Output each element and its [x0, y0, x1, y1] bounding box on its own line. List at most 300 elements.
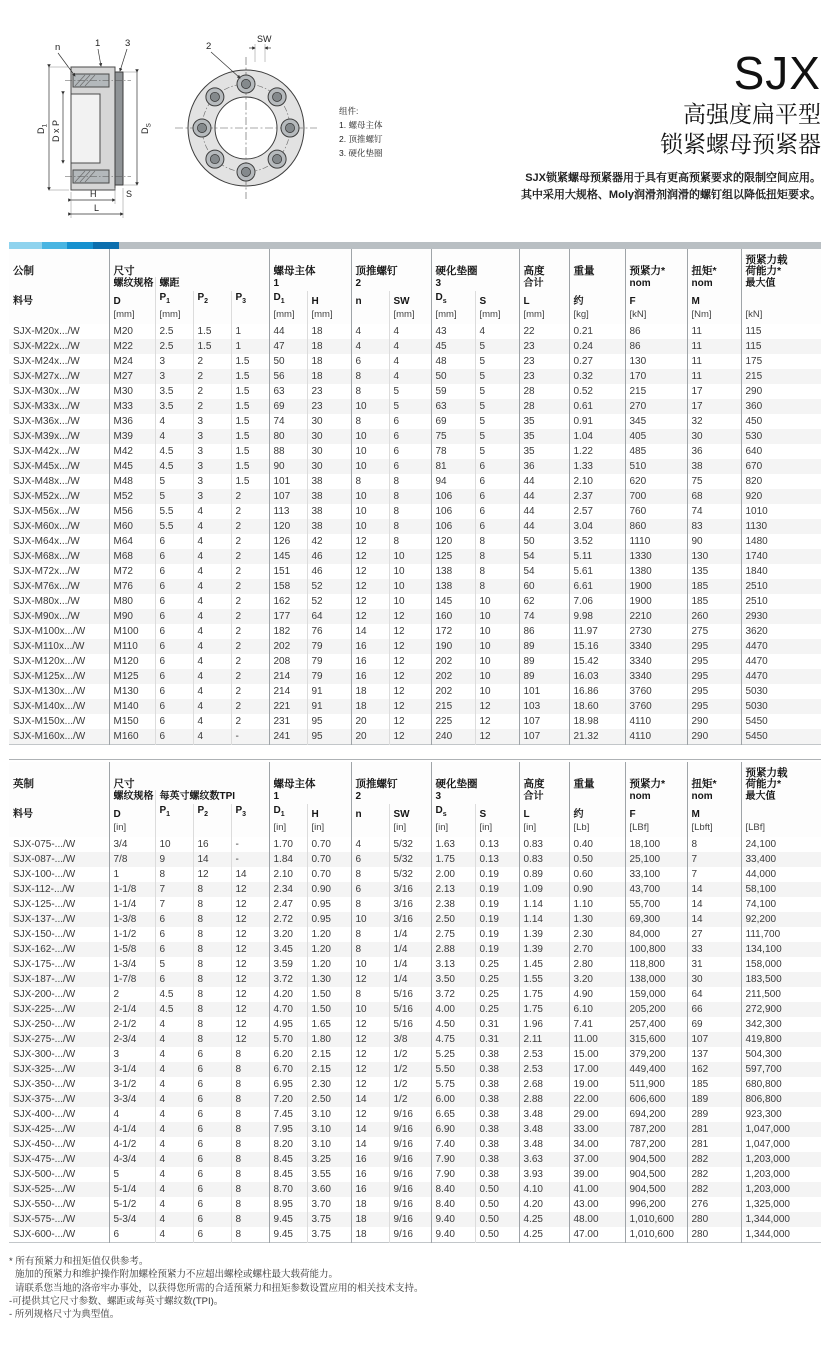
value-cell: 1/4: [389, 972, 431, 987]
value-cell: 2.00: [431, 867, 475, 882]
table-row: [9, 1152, 821, 1167]
value-cell: 32: [687, 414, 741, 429]
col-S: S: [475, 804, 519, 821]
value-cell: 39.00: [569, 1167, 625, 1182]
value-cell: 1.50: [307, 987, 351, 1002]
value-cell: 208: [269, 654, 307, 669]
value-cell: 1,203,000: [741, 1182, 821, 1197]
value-cell: 6: [155, 729, 193, 745]
col-L: L: [519, 291, 569, 308]
value-cell: 996,200: [625, 1197, 687, 1212]
value-cell: 275: [687, 624, 741, 639]
value-cell: 107: [687, 1032, 741, 1047]
part-number-cell: SJX-M100x.../W: [13, 626, 86, 637]
value-cell: 4.20: [269, 987, 307, 1002]
value-cell: 0.19: [475, 912, 519, 927]
value-cell: 3: [155, 354, 193, 369]
value-cell: 0.38: [475, 1167, 519, 1182]
table-row: [9, 1212, 821, 1227]
value-cell: 1/4: [389, 957, 431, 972]
value-cell: 18.60: [569, 699, 625, 714]
table-row: [9, 1167, 821, 1182]
value-cell: 20: [351, 714, 389, 729]
value-cell: 260: [687, 609, 741, 624]
value-cell: 86: [519, 624, 569, 639]
value-cell: 6: [351, 852, 389, 867]
value-cell: 8: [231, 1092, 269, 1107]
value-cell: 113: [269, 504, 307, 519]
value-cell: 4: [193, 564, 231, 579]
value-cell: 35: [519, 414, 569, 429]
value-cell: 16: [351, 1182, 389, 1197]
value-cell: 10: [475, 669, 519, 684]
value-cell: 33,400: [741, 852, 821, 867]
value-cell: 3: [193, 474, 231, 489]
value-cell: 8: [475, 579, 519, 594]
value-cell: 6: [389, 414, 431, 429]
value-cell: 4: [155, 1212, 193, 1227]
value-cell: 2.88: [519, 1092, 569, 1107]
value-cell: 43,700: [625, 882, 687, 897]
value-cell: 103: [519, 699, 569, 714]
value-cell: 111,700: [741, 927, 821, 942]
value-cell: 10: [351, 429, 389, 444]
value-cell: 6: [193, 1077, 231, 1092]
value-cell: 1.75: [519, 1002, 569, 1017]
value-cell: 12: [231, 1017, 269, 1032]
value-cell: 118,800: [625, 957, 687, 972]
value-cell: 2.15: [307, 1062, 351, 1077]
value-cell: 19.00: [569, 1077, 625, 1092]
value-cell: 4: [193, 684, 231, 699]
value-cell: 36: [687, 444, 741, 459]
value-cell: M90: [109, 609, 155, 624]
value-cell: 4470: [741, 654, 821, 669]
value-cell: 6: [193, 1047, 231, 1062]
value-cell: 12: [351, 549, 389, 564]
value-cell: 202: [269, 639, 307, 654]
value-cell: 1.5: [231, 369, 269, 384]
value-cell: 11: [687, 339, 741, 354]
value-cell: 6: [155, 972, 193, 987]
value-cell: 6: [155, 609, 193, 624]
value-cell: 2: [231, 714, 269, 729]
value-cell: 1900: [625, 579, 687, 594]
value-cell: 107: [519, 729, 569, 745]
value-cell: 6.00: [431, 1092, 475, 1107]
value-cell: M76: [109, 579, 155, 594]
table-row: [9, 1227, 821, 1243]
value-cell: 21.32: [569, 729, 625, 745]
value-cell: 86: [625, 339, 687, 354]
value-cell: 3: [155, 369, 193, 384]
value-cell: 4: [193, 534, 231, 549]
value-cell: 12: [475, 714, 519, 729]
unit-cell: [LBf]: [741, 821, 821, 837]
value-cell: 7: [155, 897, 193, 912]
value-cell: 3760: [625, 684, 687, 699]
table-row: [9, 1017, 821, 1032]
value-cell: 3.10: [307, 1122, 351, 1137]
part-number-cell: SJX-M160x.../W: [9, 729, 109, 745]
value-cell: 20: [351, 729, 389, 745]
value-cell: 15.00: [569, 1047, 625, 1062]
value-cell: 74,100: [741, 897, 821, 912]
value-cell: 276: [687, 1197, 741, 1212]
group-height: 高度: [519, 762, 569, 790]
value-cell: 6: [155, 684, 193, 699]
part-number-cell: SJX-M52x.../W: [9, 489, 109, 504]
value-cell: 9/16: [389, 1227, 431, 1243]
value-cell: 1.39: [519, 942, 569, 957]
subhead-thread-spec: 螺纹规格: [109, 277, 155, 291]
table-row: [9, 489, 821, 504]
value-cell: 27: [687, 927, 741, 942]
value-cell: 694,200: [625, 1107, 687, 1122]
value-cell: 1,344,000: [741, 1212, 821, 1227]
value-cell: 8: [193, 987, 231, 1002]
value-cell: 1,344,000: [741, 1227, 821, 1243]
value-cell: 6.95: [269, 1077, 307, 1092]
value-cell: 69: [269, 399, 307, 414]
label-L: L: [94, 203, 100, 213]
value-cell: 6: [193, 1197, 231, 1212]
table-row: [9, 324, 821, 339]
value-cell: 0.70: [307, 852, 351, 867]
value-cell: 23: [519, 369, 569, 384]
value-cell: 485: [625, 444, 687, 459]
value-cell: 16: [351, 669, 389, 684]
value-cell: 5/16: [389, 1017, 431, 1032]
value-cell: 281: [687, 1122, 741, 1137]
value-cell: 89: [519, 654, 569, 669]
blank-cell: [9, 821, 109, 837]
value-cell: 4: [351, 324, 389, 339]
value-cell: 4: [193, 594, 231, 609]
value-cell: 2.13: [431, 882, 475, 897]
value-cell: 9/16: [389, 1107, 431, 1122]
value-cell: 272,900: [741, 1002, 821, 1017]
value-cell: 9/16: [389, 1122, 431, 1137]
value-cell: 904,500: [625, 1182, 687, 1197]
value-cell: 6: [155, 714, 193, 729]
value-cell: 3.5: [155, 399, 193, 414]
value-cell: 14: [351, 624, 389, 639]
value-cell: 115: [741, 324, 821, 339]
table-row: [9, 927, 821, 942]
blank-cell: [741, 291, 821, 308]
value-cell: 0.25: [475, 972, 519, 987]
value-cell: 63: [269, 384, 307, 399]
value-cell: 904,500: [625, 1167, 687, 1182]
value-cell: 12: [231, 972, 269, 987]
table-row: [9, 852, 821, 867]
table-row: [9, 594, 821, 609]
value-cell: 1.30: [569, 912, 625, 927]
value-cell: 0.19: [475, 927, 519, 942]
value-cell: 10: [351, 459, 389, 474]
value-cell: 8: [193, 897, 231, 912]
value-cell: 7.45: [269, 1107, 307, 1122]
value-cell: 0.61: [569, 399, 625, 414]
value-cell: 95: [307, 729, 351, 745]
value-cell: 2.11: [519, 1032, 569, 1047]
value-cell: 281: [687, 1137, 741, 1152]
value-cell: M56: [109, 504, 155, 519]
value-cell: 162: [269, 594, 307, 609]
value-cell: 14: [351, 1137, 389, 1152]
table-row: [9, 609, 821, 624]
table-row: [9, 384, 821, 399]
value-cell: 4: [389, 369, 431, 384]
value-cell: 2.47: [269, 897, 307, 912]
col-F: F: [625, 804, 687, 821]
value-cell: 3.5: [155, 384, 193, 399]
value-cell: 106: [431, 519, 475, 534]
unit-cell: [in]: [475, 821, 519, 837]
part-number-cell: SJX-600-.../W: [13, 1229, 76, 1240]
subhead-part-3: 3: [431, 277, 519, 291]
value-cell: 5/16: [389, 1002, 431, 1017]
value-cell: 4: [155, 429, 193, 444]
technical-drawing: [9, 22, 439, 227]
value-cell: 1010: [741, 504, 821, 519]
value-cell: 6: [475, 459, 519, 474]
value-cell: 18: [351, 1197, 389, 1212]
value-cell: 54: [519, 549, 569, 564]
value-cell: 5/16: [389, 987, 431, 1002]
value-cell: 3.20: [269, 927, 307, 942]
value-cell: 135: [687, 564, 741, 579]
value-cell: 290: [687, 729, 741, 745]
value-cell: 2-1/4: [109, 1002, 155, 1017]
product-description: [439, 170, 821, 204]
value-cell: 2.10: [569, 474, 625, 489]
value-cell: 175: [741, 354, 821, 369]
unit-cell: [231, 308, 269, 324]
value-cell: 449,400: [625, 1062, 687, 1077]
value-cell: 12: [389, 684, 431, 699]
value-cell: 5: [475, 399, 519, 414]
value-cell: 138,000: [625, 972, 687, 987]
value-cell: 4: [193, 729, 231, 745]
value-cell: 79: [307, 639, 351, 654]
value-cell: 44,000: [741, 867, 821, 882]
col-M: M: [687, 291, 741, 308]
value-cell: 282: [687, 1182, 741, 1197]
value-cell: 9.40: [431, 1212, 475, 1227]
value-cell: 45: [431, 339, 475, 354]
value-cell: 12: [351, 1047, 389, 1062]
value-cell: 2.30: [569, 927, 625, 942]
value-cell: 92,200: [741, 912, 821, 927]
unit-cell: [in]: [269, 821, 307, 837]
value-cell: 3.10: [307, 1107, 351, 1122]
part-number-cell: SJX-M33x.../W: [9, 399, 109, 414]
value-cell: 17: [687, 384, 741, 399]
value-cell: 8: [231, 1182, 269, 1197]
value-cell: M125: [109, 669, 155, 684]
value-cell: 1.5: [193, 339, 231, 354]
subhead-part-2: 2: [351, 790, 431, 804]
value-cell: 0.19: [475, 882, 519, 897]
value-cell: 5: [475, 384, 519, 399]
table-row: [9, 1047, 821, 1062]
value-cell: 620: [625, 474, 687, 489]
value-cell: 760: [625, 504, 687, 519]
value-cell: 1.09: [519, 882, 569, 897]
unit-cell: [in]: [307, 821, 351, 837]
value-cell: 8: [389, 534, 431, 549]
part-number-cell: SJX-M150x.../W: [13, 716, 86, 727]
value-cell: 15.16: [569, 639, 625, 654]
value-cell: 14: [687, 897, 741, 912]
value-cell: 11.97: [569, 624, 625, 639]
value-cell: 125: [431, 549, 475, 564]
value-cell: 7.90: [431, 1167, 475, 1182]
group-preload: 预紧力*: [625, 249, 687, 277]
value-cell: 1110: [625, 534, 687, 549]
value-cell: 345: [625, 414, 687, 429]
value-cell: 88: [269, 444, 307, 459]
value-cell: 5: [155, 957, 193, 972]
value-cell: 8: [193, 912, 231, 927]
value-cell: 0.38: [475, 1047, 519, 1062]
value-cell: 2.5: [155, 339, 193, 354]
value-cell: 2: [231, 699, 269, 714]
value-cell: 160: [431, 609, 475, 624]
subtitle-line-1: 高强度扁平型: [683, 101, 821, 127]
value-cell: 2.34: [269, 882, 307, 897]
footnotes: [9, 1255, 821, 1321]
value-cell: 2.70: [569, 942, 625, 957]
col-P2: $P_2$: [193, 291, 231, 308]
value-cell: 4.75: [431, 1032, 475, 1047]
value-cell: 7: [687, 852, 741, 867]
value-cell: 12: [351, 594, 389, 609]
value-cell: 215: [625, 384, 687, 399]
value-cell: 0.40: [569, 837, 625, 852]
value-cell: 0.25: [475, 1002, 519, 1017]
part-number-cell: SJX-112-.../W: [9, 882, 109, 897]
value-cell: 1.96: [519, 1017, 569, 1032]
value-cell: 8: [389, 474, 431, 489]
value-cell: 12: [389, 624, 431, 639]
group-nut-body: 螺母主体: [269, 249, 351, 277]
blank-cell: [9, 790, 109, 804]
value-cell: 5.5: [155, 519, 193, 534]
value-cell: M60: [109, 519, 155, 534]
value-cell: 86: [625, 324, 687, 339]
part-number-cell: SJX-M42x.../W: [13, 446, 80, 457]
part-number-cell: SJX-275-.../W: [9, 1032, 109, 1047]
value-cell: 3.75: [307, 1227, 351, 1243]
value-cell: 1.70: [269, 837, 307, 852]
value-cell: 189: [687, 1092, 741, 1107]
col-SW: SW: [389, 804, 431, 821]
value-cell: 2: [231, 609, 269, 624]
value-cell: 295: [687, 699, 741, 714]
value-cell: 43.00: [569, 1197, 625, 1212]
value-cell: 0.25: [475, 987, 519, 1002]
value-cell: 17: [687, 399, 741, 414]
value-cell: 225: [431, 714, 475, 729]
value-cell: 7.40: [431, 1137, 475, 1152]
value-cell: 185: [687, 1077, 741, 1092]
value-cell: 597,700: [741, 1062, 821, 1077]
value-cell: 2: [231, 504, 269, 519]
value-cell: 91: [307, 699, 351, 714]
value-cell: 6: [155, 912, 193, 927]
value-cell: 6: [475, 474, 519, 489]
value-cell: 2.88: [431, 942, 475, 957]
value-cell: 14: [193, 852, 231, 867]
value-cell: 5/32: [389, 867, 431, 882]
value-cell: 215: [431, 699, 475, 714]
value-cell: 8: [231, 1152, 269, 1167]
unit-cell: [in]: [109, 821, 155, 837]
value-cell: M110: [109, 639, 155, 654]
value-cell: 42: [307, 534, 351, 549]
value-cell: 0.50: [475, 1212, 519, 1227]
value-cell: 5: [109, 1167, 155, 1182]
value-cell: 379,200: [625, 1047, 687, 1062]
part-number-cell: SJX-M125x.../W: [9, 669, 109, 684]
value-cell: 8: [231, 1137, 269, 1152]
value-cell: 7.41: [569, 1017, 625, 1032]
value-cell: 8: [193, 1032, 231, 1047]
value-cell: 46: [307, 549, 351, 564]
value-cell: 9/16: [389, 1137, 431, 1152]
unit-cell: [in]: [431, 821, 475, 837]
value-cell: 6: [193, 1137, 231, 1152]
value-cell: 1,010,600: [625, 1227, 687, 1243]
value-cell: 7.95: [269, 1122, 307, 1137]
value-cell: 16: [351, 1167, 389, 1182]
value-cell: 5-1/2: [109, 1197, 155, 1212]
value-cell: 6: [475, 519, 519, 534]
value-cell: 1.5: [231, 474, 269, 489]
value-cell: 12: [389, 639, 431, 654]
value-cell: 12: [351, 1077, 389, 1092]
value-cell: 4.50: [431, 1017, 475, 1032]
value-cell: 3/16: [389, 882, 431, 897]
legend-item-3: 3. 硬化垫圈: [339, 148, 383, 158]
value-cell: 3.50: [431, 972, 475, 987]
value-cell: 8: [155, 867, 193, 882]
value-cell: 8: [351, 927, 389, 942]
table-row: [9, 339, 821, 354]
value-cell: 820: [741, 474, 821, 489]
value-cell: 2: [231, 654, 269, 669]
legend-title: 组件:: [339, 106, 359, 116]
unit-cell: [193, 821, 231, 837]
value-cell: 0.19: [475, 897, 519, 912]
value-cell: 0.70: [307, 837, 351, 852]
part-number-cell: SJX-550-.../W: [13, 1199, 76, 1210]
footnote-line: 施加的预紧力和维护操作附加螺栓预紧力不应超出螺栓或螺柱最大载荷能力。: [15, 1269, 339, 1281]
col-L: L: [519, 804, 569, 821]
value-cell: 3.52: [569, 534, 625, 549]
value-cell: 221: [269, 699, 307, 714]
value-cell: 35: [519, 429, 569, 444]
value-cell: 5450: [741, 729, 821, 745]
value-cell: M140: [109, 699, 155, 714]
value-cell: 6: [389, 444, 431, 459]
value-cell: 1.10: [569, 897, 625, 912]
value-cell: 2: [193, 384, 231, 399]
value-cell: M160: [109, 729, 155, 745]
